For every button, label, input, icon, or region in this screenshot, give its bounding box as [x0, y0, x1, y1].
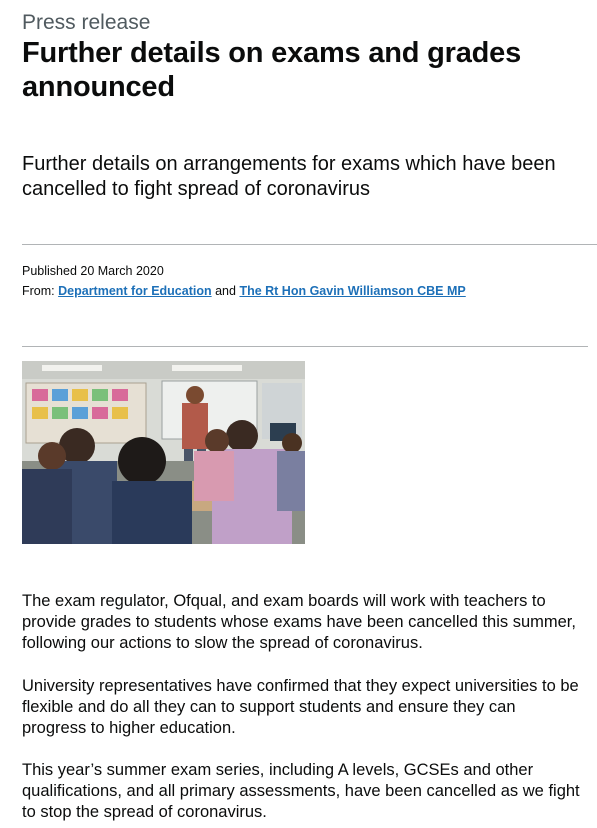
page-summary: Further details on arrangements for exams which have been cancelled to fight spread of coronavirus	[22, 153, 556, 200]
page-title: Further details on exams and grades announced	[22, 37, 522, 103]
published-label: Published	[22, 264, 77, 278]
published-date: 20 March 2020	[80, 264, 164, 278]
body-paragraph: The exam regulator, Ofqual, and exam boards will work with teachers to provide grades to students whose exams have been cancelled this summer, following our actions to slow the spread of coronavirus.	[22, 592, 576, 652]
from-line	[22, 281, 466, 301]
joiner-text: and	[215, 284, 236, 298]
published-line	[22, 261, 466, 281]
from-label: From:	[22, 284, 55, 298]
classroom-photo	[22, 361, 305, 544]
metadata-block	[22, 261, 466, 301]
body-paragraph: This year’s summer exam series, including A levels, GCSEs and other qualifications, and all primary assessments, have been cancelled as we fight to stop the spread of coronavirus.	[22, 761, 580, 821]
department-link[interactable]: Department for Education	[58, 284, 212, 298]
minister-link[interactable]: The Rt Hon Gavin Williamson CBE MP	[239, 284, 466, 298]
divider	[22, 346, 588, 347]
document-type-caption: Press release	[22, 11, 151, 34]
divider	[22, 244, 597, 245]
body-paragraph: University representatives have confirmed that they expect universities to be flexible and do all they can to support students and ensure they can progress to higher education.	[22, 677, 579, 737]
